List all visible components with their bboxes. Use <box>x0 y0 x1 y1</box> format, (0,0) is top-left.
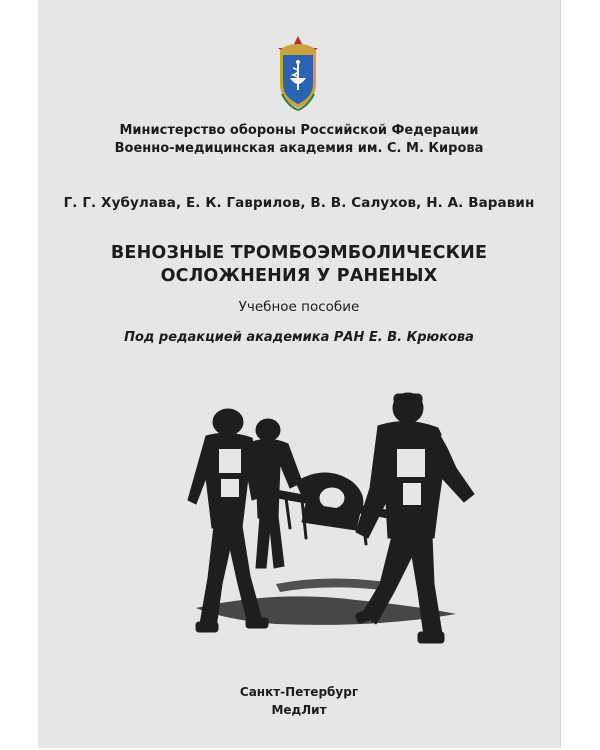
authors: Г. Г. Хубулава, Е. К. Гаврилов, В. В. Салухов, Н. А. Варавин <box>63 195 535 211</box>
book-title <box>38 242 560 288</box>
book-cover <box>38 0 560 748</box>
ministry-line-2: Военно-медицинская академия им. С. М. Кирова <box>114 141 484 156</box>
ministry-heading <box>38 122 560 158</box>
editor-credit: Под редакцией академика РАН Е. В. Крюкова <box>124 330 474 345</box>
publication-city: Санкт-Петербург <box>239 685 359 699</box>
book-title-line-1: ВЕНОЗНЫЕ ТРОМБОЭМБОЛИЧЕСКИЕ <box>110 243 488 263</box>
book-title-line-2: ОСЛОЖНЕНИЯ У РАНЕНЫХ <box>160 266 438 286</box>
publisher-name: МедЛит <box>271 703 327 717</box>
soldiers-stretcher-illustration <box>156 378 476 650</box>
academy-emblem-icon <box>270 34 326 114</box>
ministry-line-1: Министерство обороны Российской Федерации <box>119 123 479 138</box>
book-subtitle: Учебное пособие <box>238 299 360 315</box>
